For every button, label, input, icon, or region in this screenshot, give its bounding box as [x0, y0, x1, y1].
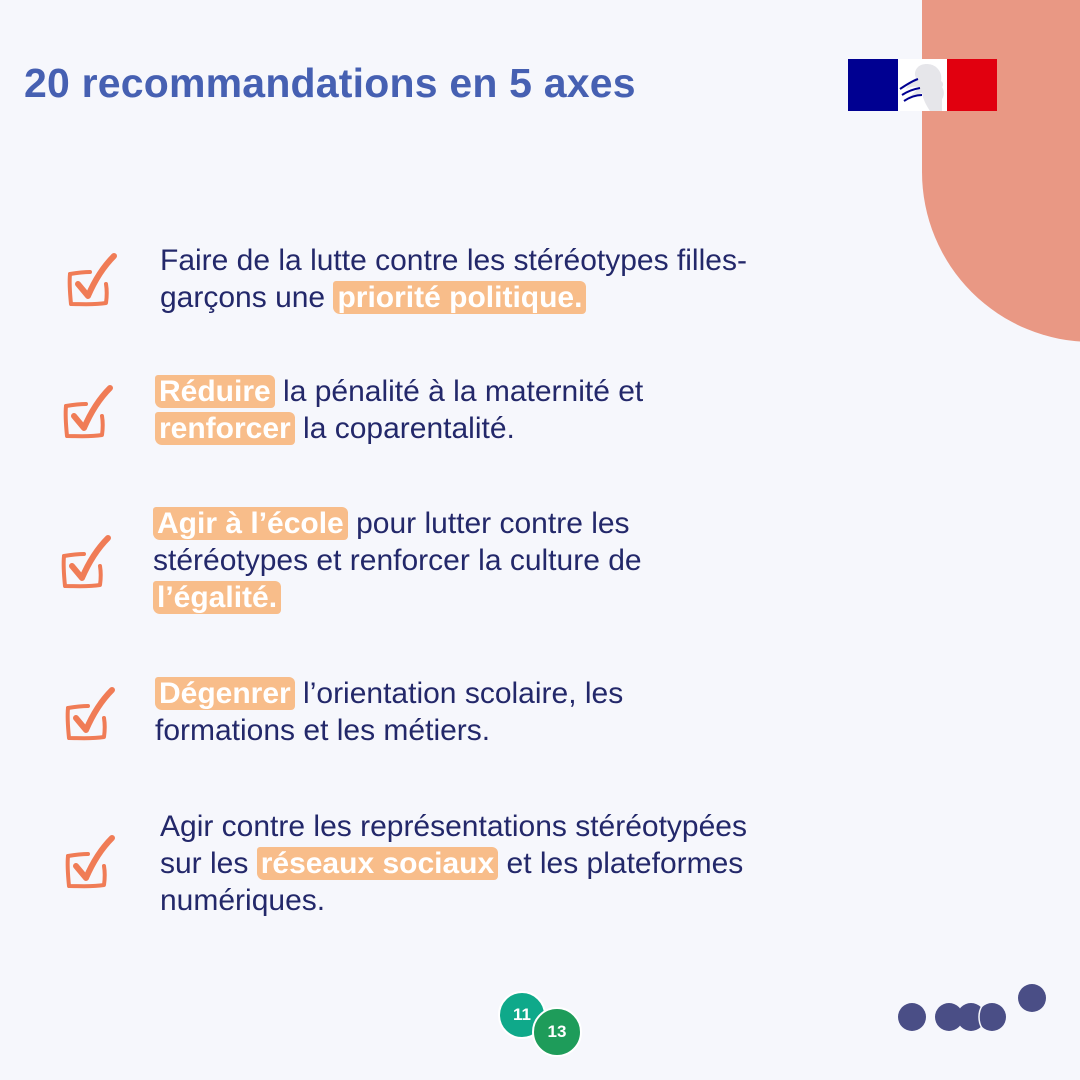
recommendation-text: la pénalité à la maternité et — [274, 375, 644, 408]
page-total-badge: 13 — [532, 1007, 582, 1057]
recommendation-text: pour lutter contre les — [347, 507, 630, 540]
highlight-keyword: priorité politique. — [333, 281, 586, 314]
recommendation-text: Faire de la lutte contre les stéréotypes filles- — [160, 244, 747, 277]
recommendation-5 — [160, 808, 747, 919]
checkbox-check-icon — [58, 532, 112, 594]
recommendation-text: Agir contre les représentations stéréotypées — [160, 810, 747, 843]
recommendation-2 — [155, 373, 643, 447]
republique-francaise-logo — [848, 59, 997, 111]
flag-red-band — [947, 59, 997, 111]
marianne-profile-icon — [898, 59, 947, 111]
checkbox-check-icon — [62, 832, 116, 894]
checkbox-check-icon — [60, 382, 114, 444]
highlight-keyword: réseaux sociaux — [257, 847, 498, 880]
recommendation-text: numériques. — [160, 884, 326, 917]
page-title: 20 recommandations en 5 axes — [24, 60, 636, 106]
recommendation-text: formations et les métiers. — [155, 714, 491, 747]
recommendation-text: l’orientation scolaire, les — [294, 677, 624, 710]
highlight-keyword: Réduire — [155, 375, 275, 408]
corner-decoration — [922, 0, 1080, 342]
recommendation-text: stéréotypes et renforcer la culture de — [153, 544, 642, 577]
recommendation-4 — [155, 675, 623, 749]
checkbox-check-icon — [62, 684, 116, 746]
recommendation-text: garçons une — [160, 281, 334, 314]
recommendation-3 — [153, 505, 642, 616]
flag-white-band — [898, 59, 947, 111]
highlight-keyword: Dégenrer — [155, 677, 295, 710]
page-current-badge: 11 — [498, 991, 546, 1039]
recommendation-text: la coparentalité. — [294, 412, 515, 445]
recommendation-text: et les plateformes — [498, 847, 744, 880]
recommendation-1 — [160, 242, 747, 316]
highlight-keyword: renforcer — [155, 412, 295, 445]
highlight-keyword: Agir à l’école — [153, 507, 348, 540]
highlight-keyword: l’égalité. — [153, 581, 281, 614]
four-circles-logo-icon — [896, 984, 1052, 1034]
checkbox-check-icon — [64, 250, 118, 312]
flag-blue-band — [848, 59, 898, 111]
recommendation-text: sur les — [160, 847, 257, 880]
